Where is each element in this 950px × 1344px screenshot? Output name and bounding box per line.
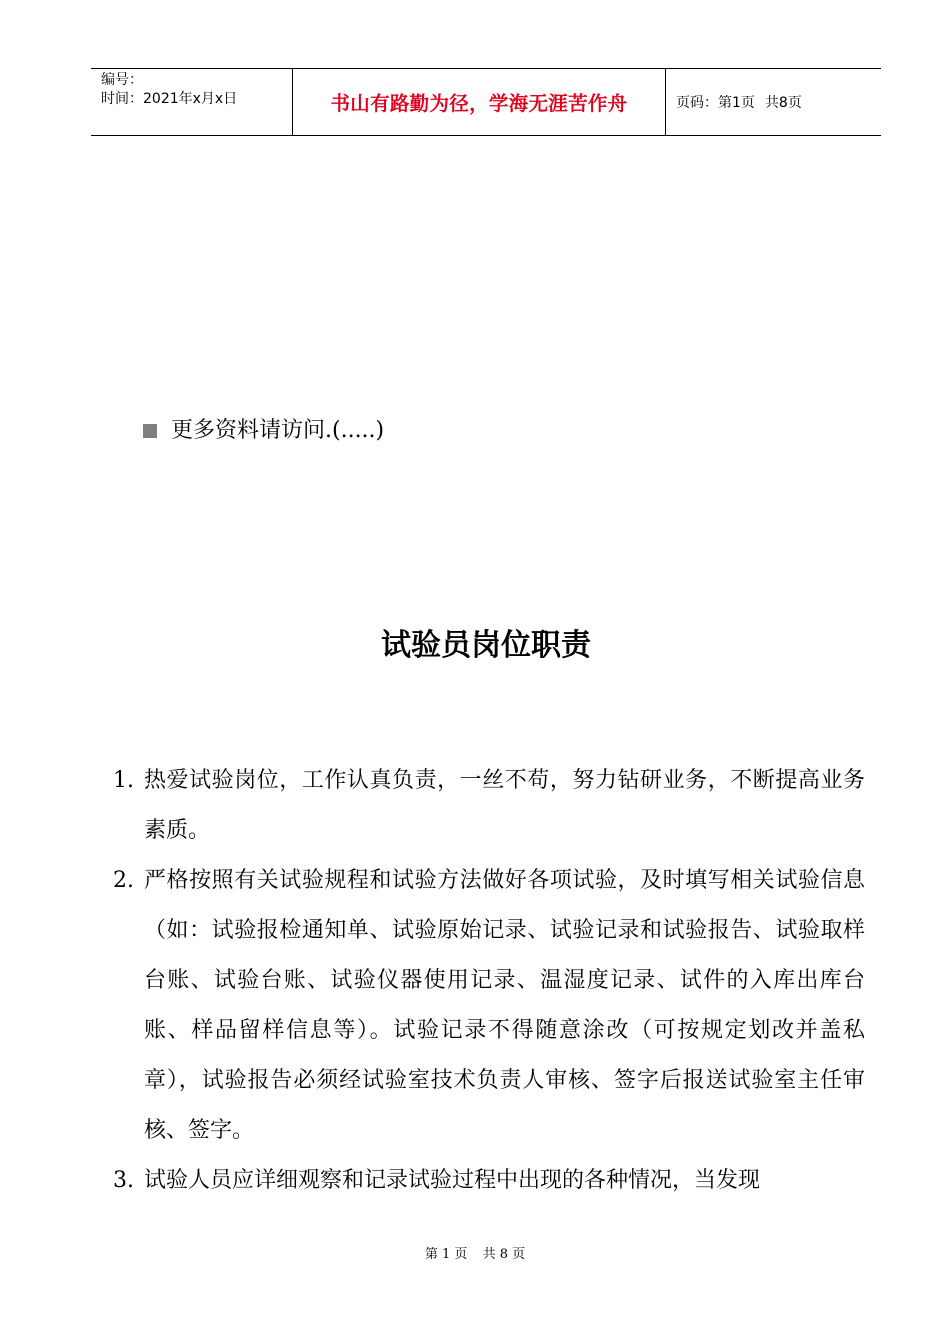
duty-list (113, 756, 865, 1206)
header-info-cell (91, 69, 293, 135)
more-info-line (143, 416, 384, 446)
serial-number-label: 编号： (101, 72, 143, 88)
header-page-cell (666, 69, 881, 135)
duty-text: 试验人员应详细观察和记录试验过程中出现的各种情况，当发现 (144, 1168, 761, 1193)
page-header (91, 68, 881, 136)
duty-number: 3. (113, 1168, 134, 1193)
duty-number: 1. (113, 768, 134, 793)
more-info-link[interactable]: 更多资料请访问.(.....) (171, 418, 385, 443)
duty-item (113, 1156, 865, 1206)
header-page-total: 共8页 (764, 95, 802, 111)
header-motto: 书山有路勤为径，学海无涯苦作舟 (293, 69, 666, 135)
footer-page-total: 共 8 页 (482, 1247, 526, 1262)
duty-item (113, 856, 865, 1156)
header-page-number: 页码：第1页 (676, 95, 755, 111)
document-title: 试验员岗位职责 (381, 628, 591, 663)
duty-text: 严格按照有关试验规程和试验方法做好各项试验，及时填写相关试验信息（如：试验报检通知单、试验原始记录、试验记录和试验报告、试验取样台账、试验台账、试验仪器使用记录、温湿度记录、试件的入库出库台账、样品留样信息等）。试验记录不得随意涂改（可按规定划改并盖私章），试验报告必须经试验室技术负责人审核、签字后报送试验室主任审核、签字。 (144, 868, 865, 1143)
duty-text: 热爱试验岗位，工作认真负责，一丝不苟，努力钻研业务，不断提高业务素质。 (144, 768, 865, 843)
footer-page-number: 第 1 页 (424, 1247, 468, 1262)
duty-number: 2. (113, 868, 134, 893)
page-footer (0, 1246, 950, 1264)
time-label: 时间：2021年x月x日 (101, 91, 238, 107)
duty-item (113, 756, 865, 856)
square-bullet-icon (143, 424, 157, 438)
